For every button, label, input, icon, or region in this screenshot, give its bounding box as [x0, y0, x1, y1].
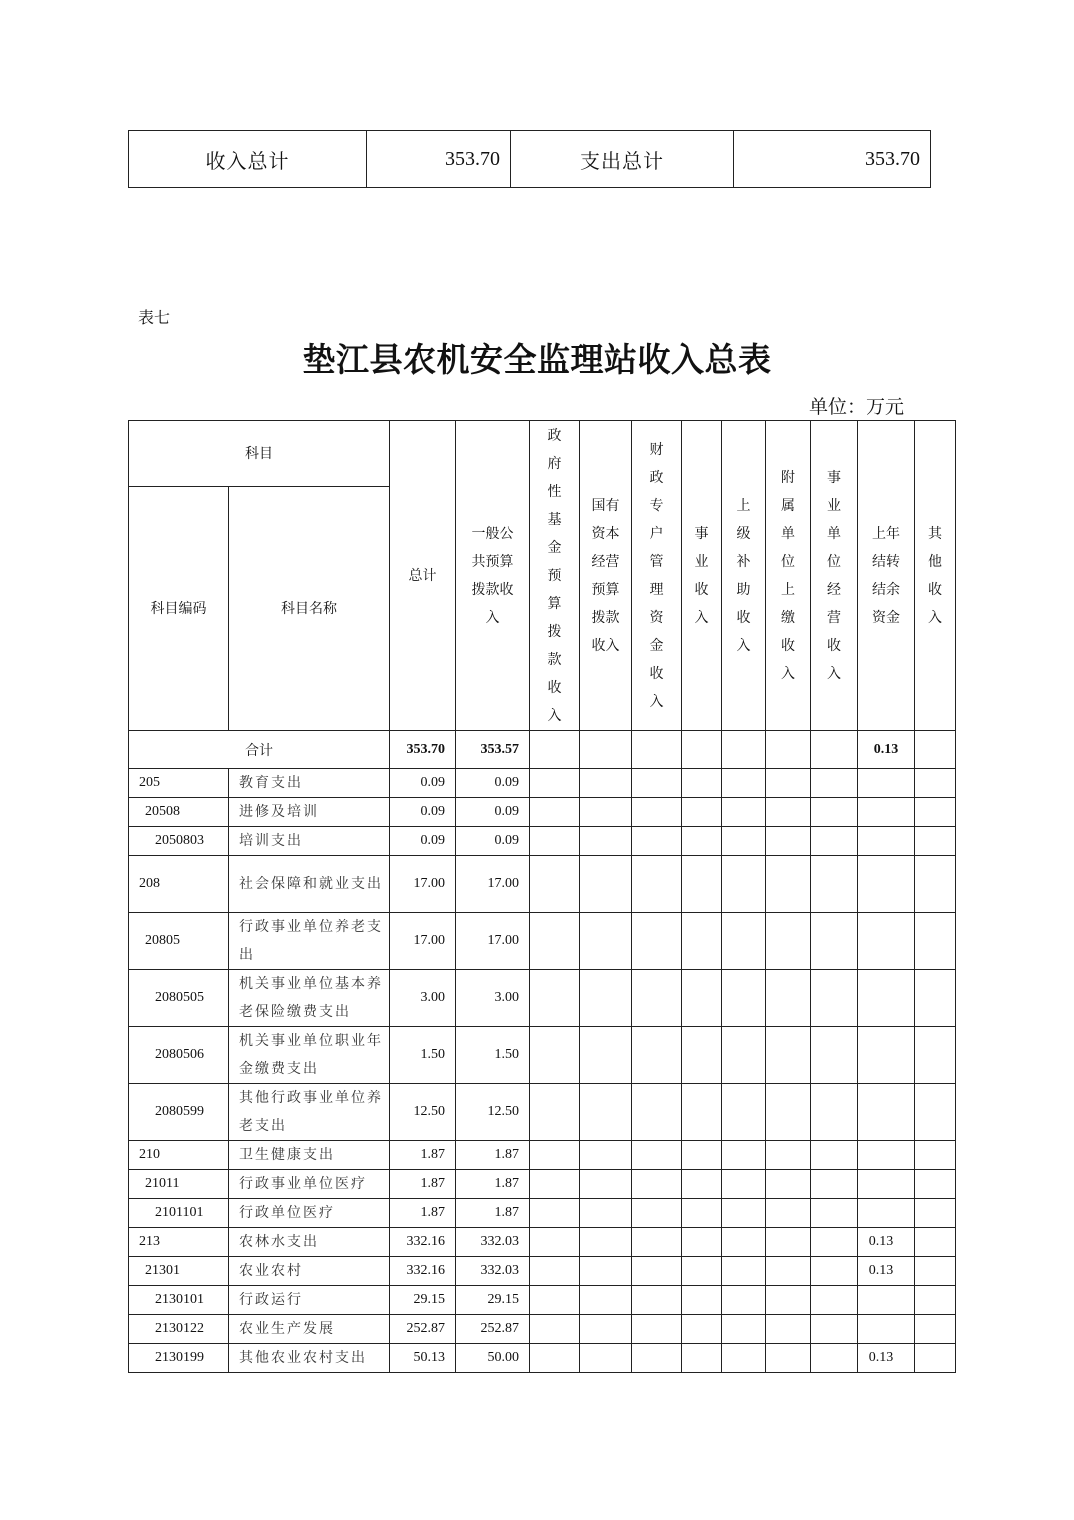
row-name: 行政运行: [229, 1286, 390, 1315]
empty-cell: [632, 1170, 682, 1199]
empty-cell: [682, 1084, 722, 1141]
header-business-text: 事业收入: [694, 525, 709, 626]
empty-cell: [682, 856, 722, 913]
empty-cell: [722, 827, 766, 856]
empty-cell: [682, 1141, 722, 1170]
table-row: [129, 1170, 956, 1199]
header-state-capital-text: 国有资本经营预算拨款收入: [591, 497, 620, 654]
row-general-budget: 1.87: [456, 1199, 530, 1228]
empty-cell: [722, 1286, 766, 1315]
empty-cell: [632, 1141, 682, 1170]
row-general-budget: 17.00: [456, 856, 530, 913]
row-general-budget: 12.50: [456, 1084, 530, 1141]
empty-cell: [632, 731, 682, 769]
empty-cell: [682, 1257, 722, 1286]
row-general-budget: 17.00: [456, 913, 530, 970]
table-row: [129, 856, 956, 913]
row-code: 205: [129, 769, 229, 798]
empty-cell: [682, 798, 722, 827]
row-name: 卫生健康支出: [229, 1141, 390, 1170]
empty-cell: [722, 970, 766, 1027]
empty-cell: [530, 1286, 580, 1315]
header-superior-subsidy: [722, 421, 766, 731]
row-name: 进修及培训: [229, 798, 390, 827]
empty-cell: [766, 970, 811, 1027]
empty-cell: [580, 1084, 632, 1141]
empty-cell: [580, 1170, 632, 1199]
empty-cell: [580, 913, 632, 970]
row-general-budget: 1.50: [456, 1027, 530, 1084]
header-general-budget-text: 一般公共预算拨款收入: [471, 525, 514, 626]
table-row: [129, 1084, 956, 1141]
header-carryover-text: 上年结转结余资金: [872, 525, 900, 626]
empty-cell: [722, 1084, 766, 1141]
empty-cell: [682, 827, 722, 856]
table-number: 表七: [138, 308, 171, 327]
empty-cell: [811, 769, 858, 798]
empty-cell: [530, 1257, 580, 1286]
empty-cell: [722, 731, 766, 769]
row-code: 213: [129, 1228, 229, 1257]
row-carryover: [858, 1141, 915, 1170]
row-general-budget: 3.00: [456, 970, 530, 1027]
empty-cell: [915, 1084, 956, 1141]
empty-cell: [632, 1084, 682, 1141]
row-carryover: 0.13: [858, 1344, 915, 1373]
row-general-budget: 1.87: [456, 1170, 530, 1199]
empty-cell: [530, 827, 580, 856]
row-carryover: [858, 970, 915, 1027]
table-row: [129, 1286, 956, 1315]
header-row-1: [129, 421, 956, 487]
row-general-budget: 0.09: [456, 827, 530, 856]
total-label: 合计: [129, 731, 390, 769]
empty-cell: [915, 1286, 956, 1315]
empty-cell: [632, 769, 682, 798]
page-title: 垫江县农机安全监理站收入总表: [302, 340, 772, 379]
row-general-budget: 50.00: [456, 1344, 530, 1373]
row-general-budget: 0.09: [456, 769, 530, 798]
row-general-budget: 332.03: [456, 1228, 530, 1257]
empty-cell: [811, 1257, 858, 1286]
empty-cell: [530, 913, 580, 970]
empty-cell: [722, 1199, 766, 1228]
empty-cell: [811, 1315, 858, 1344]
empty-cell: [580, 769, 632, 798]
row-carryover: [858, 1315, 915, 1344]
empty-cell: [530, 1141, 580, 1170]
row-name: 行政事业单位医疗: [229, 1170, 390, 1199]
empty-cell: [632, 798, 682, 827]
empty-cell: [766, 1257, 811, 1286]
header-business: [682, 421, 722, 731]
table-row: [129, 827, 956, 856]
empty-cell: [915, 1027, 956, 1084]
empty-cell: [632, 970, 682, 1027]
empty-cell: [580, 970, 632, 1027]
header-fiscal-special-text: 财政专户管理资金收入: [649, 441, 664, 710]
row-code: 2080599: [129, 1084, 229, 1141]
income-total-label: 收入总计: [129, 131, 367, 188]
empty-cell: [766, 827, 811, 856]
row-carryover: [858, 1286, 915, 1315]
empty-cell: [722, 1315, 766, 1344]
empty-cell: [530, 970, 580, 1027]
empty-cell: [915, 769, 956, 798]
empty-cell: [766, 856, 811, 913]
row-code: 210: [129, 1141, 229, 1170]
row-carryover: [858, 1199, 915, 1228]
empty-cell: [580, 1199, 632, 1228]
row-code: 2130199: [129, 1344, 229, 1373]
empty-cell: [766, 1199, 811, 1228]
row-total: 332.16: [390, 1257, 456, 1286]
empty-cell: [580, 1257, 632, 1286]
empty-cell: [722, 913, 766, 970]
row-code: 21301: [129, 1257, 229, 1286]
row-carryover: [858, 769, 915, 798]
row-code: 208: [129, 856, 229, 913]
header-state-capital: [580, 421, 632, 731]
empty-cell: [580, 1141, 632, 1170]
row-total: 3.00: [390, 970, 456, 1027]
empty-cell: [766, 1027, 811, 1084]
row-name: 农业生产发展: [229, 1315, 390, 1344]
row-carryover: [858, 856, 915, 913]
empty-cell: [530, 1344, 580, 1373]
empty-cell: [682, 1315, 722, 1344]
header-total: 总计: [390, 421, 456, 731]
empty-cell: [580, 1228, 632, 1257]
empty-cell: [766, 1228, 811, 1257]
empty-cell: [722, 1257, 766, 1286]
header-gov-fund: [530, 421, 580, 731]
empty-cell: [580, 856, 632, 913]
empty-cell: [722, 769, 766, 798]
empty-cell: [811, 1228, 858, 1257]
row-carryover: [858, 798, 915, 827]
row-carryover: [858, 1084, 915, 1141]
empty-cell: [632, 827, 682, 856]
row-total: 332.16: [390, 1228, 456, 1257]
total-carryover: 0.13: [858, 731, 915, 769]
row-general-budget: 332.03: [456, 1257, 530, 1286]
empty-cell: [632, 1228, 682, 1257]
summary-row: [129, 131, 931, 188]
empty-cell: [530, 1228, 580, 1257]
empty-cell: [766, 769, 811, 798]
empty-cell: [530, 731, 580, 769]
header-subject: 科目: [129, 421, 390, 487]
empty-cell: [811, 1027, 858, 1084]
empty-cell: [811, 1084, 858, 1141]
row-name: 机关事业单位职业年金缴费支出: [229, 1027, 390, 1084]
row-code: 2080505: [129, 970, 229, 1027]
empty-cell: [766, 798, 811, 827]
empty-cell: [682, 970, 722, 1027]
row-name: 教育支出: [229, 769, 390, 798]
empty-cell: [722, 1228, 766, 1257]
header-operating-text: 事业单位经营收入: [827, 469, 841, 682]
header-general-budget: [456, 421, 530, 731]
empty-cell: [632, 856, 682, 913]
empty-cell: [811, 970, 858, 1027]
empty-cell: [632, 1199, 682, 1228]
table-row: [129, 769, 956, 798]
empty-cell: [530, 1199, 580, 1228]
empty-cell: [682, 769, 722, 798]
empty-cell: [682, 1228, 722, 1257]
empty-cell: [915, 1199, 956, 1228]
table-row: [129, 913, 956, 970]
row-code: 2101101: [129, 1199, 229, 1228]
total-general-budget: 353.57: [456, 731, 530, 769]
header-affiliated-text: 附属单位上缴收入: [781, 469, 795, 682]
expense-total-label: 支出总计: [511, 131, 734, 188]
row-carryover: 0.13: [858, 1228, 915, 1257]
row-code: 21011: [129, 1170, 229, 1199]
empty-cell: [811, 913, 858, 970]
header-operating: [811, 421, 858, 731]
header-other-text: 其他收入: [928, 525, 942, 626]
empty-cell: [811, 731, 858, 769]
row-name: 农业农村: [229, 1257, 390, 1286]
empty-cell: [915, 1344, 956, 1373]
empty-cell: [811, 1344, 858, 1373]
empty-cell: [811, 1170, 858, 1199]
header-name: 科目名称: [229, 487, 390, 731]
header-carryover: [858, 421, 915, 731]
empty-cell: [530, 1315, 580, 1344]
row-total: 12.50: [390, 1084, 456, 1141]
empty-cell: [766, 1315, 811, 1344]
row-carryover: [858, 827, 915, 856]
row-carryover: [858, 913, 915, 970]
row-name: 其他行政事业单位养老支出: [229, 1084, 390, 1141]
row-code: 2130101: [129, 1286, 229, 1315]
empty-cell: [915, 827, 956, 856]
income-table: [128, 420, 956, 1373]
row-general-budget: 1.87: [456, 1141, 530, 1170]
empty-cell: [682, 1027, 722, 1084]
row-carryover: [858, 1170, 915, 1199]
row-name: 农林水支出: [229, 1228, 390, 1257]
empty-cell: [632, 1257, 682, 1286]
row-total: 29.15: [390, 1286, 456, 1315]
empty-cell: [915, 1170, 956, 1199]
empty-cell: [915, 798, 956, 827]
empty-cell: [530, 1170, 580, 1199]
row-name: 行政单位医疗: [229, 1199, 390, 1228]
empty-cell: [811, 1286, 858, 1315]
empty-cell: [682, 1170, 722, 1199]
empty-cell: [632, 1344, 682, 1373]
row-general-budget: 29.15: [456, 1286, 530, 1315]
empty-cell: [632, 1286, 682, 1315]
row-name: 培训支出: [229, 827, 390, 856]
empty-cell: [811, 1199, 858, 1228]
row-name: 其他农业农村支出: [229, 1344, 390, 1373]
empty-cell: [766, 1286, 811, 1315]
empty-cell: [580, 798, 632, 827]
row-total: 0.09: [390, 798, 456, 827]
empty-cell: [530, 798, 580, 827]
empty-cell: [915, 1228, 956, 1257]
empty-cell: [811, 798, 858, 827]
empty-cell: [722, 1170, 766, 1199]
row-carryover: [858, 1027, 915, 1084]
table-row: [129, 970, 956, 1027]
table-row: [129, 1228, 956, 1257]
row-code: 20508: [129, 798, 229, 827]
empty-cell: [722, 1344, 766, 1373]
empty-cell: [632, 1027, 682, 1084]
empty-cell: [682, 913, 722, 970]
row-code: 2130122: [129, 1315, 229, 1344]
row-total: 1.50: [390, 1027, 456, 1084]
row-code: 20805: [129, 913, 229, 970]
empty-cell: [811, 1141, 858, 1170]
row-total: 17.00: [390, 856, 456, 913]
empty-cell: [530, 1084, 580, 1141]
empty-cell: [632, 1315, 682, 1344]
table-row: [129, 1027, 956, 1084]
empty-cell: [530, 1027, 580, 1084]
empty-cell: [766, 1141, 811, 1170]
unit-label: 单位：万元: [809, 397, 905, 418]
empty-cell: [766, 1344, 811, 1373]
header-gov-fund-text: 政府性基金预算拨款收入: [547, 427, 562, 724]
income-total-value: 353.70: [367, 131, 511, 188]
row-total: 0.09: [390, 769, 456, 798]
row-carryover: 0.13: [858, 1257, 915, 1286]
empty-cell: [722, 798, 766, 827]
empty-cell: [915, 856, 956, 913]
empty-cell: [811, 856, 858, 913]
row-total: 50.13: [390, 1344, 456, 1373]
row-total: 0.09: [390, 827, 456, 856]
empty-cell: [915, 731, 956, 769]
row-total: 252.87: [390, 1315, 456, 1344]
total-row: [129, 731, 956, 769]
header-fiscal-special: [632, 421, 682, 731]
table-row: [129, 1257, 956, 1286]
empty-cell: [580, 1286, 632, 1315]
row-name: 行政事业单位养老支出: [229, 913, 390, 970]
empty-cell: [682, 1286, 722, 1315]
empty-cell: [811, 827, 858, 856]
empty-cell: [915, 913, 956, 970]
empty-cell: [580, 1315, 632, 1344]
empty-cell: [915, 970, 956, 1027]
header-affiliated: [766, 421, 811, 731]
row-name: 社会保障和就业支出: [229, 856, 390, 913]
empty-cell: [682, 731, 722, 769]
summary-table: [128, 130, 931, 188]
empty-cell: [530, 769, 580, 798]
empty-cell: [722, 1027, 766, 1084]
row-total: 17.00: [390, 913, 456, 970]
empty-cell: [682, 1199, 722, 1228]
row-total: 1.87: [390, 1141, 456, 1170]
row-total: 1.87: [390, 1170, 456, 1199]
empty-cell: [580, 827, 632, 856]
empty-cell: [682, 1344, 722, 1373]
empty-cell: [722, 1141, 766, 1170]
row-general-budget: 0.09: [456, 798, 530, 827]
table-row: [129, 798, 956, 827]
empty-cell: [766, 1170, 811, 1199]
empty-cell: [766, 1084, 811, 1141]
header-other: [915, 421, 956, 731]
header-superior-subsidy-text: 上级补助收入: [736, 497, 751, 654]
total-sum: 353.70: [390, 731, 456, 769]
empty-cell: [580, 1027, 632, 1084]
empty-cell: [915, 1141, 956, 1170]
empty-cell: [632, 913, 682, 970]
row-general-budget: 252.87: [456, 1315, 530, 1344]
table-row: [129, 1199, 956, 1228]
empty-cell: [915, 1315, 956, 1344]
table-row: [129, 1344, 956, 1373]
row-code: 2050803: [129, 827, 229, 856]
expense-total-value: 353.70: [734, 131, 931, 188]
row-total: 1.87: [390, 1199, 456, 1228]
empty-cell: [580, 1344, 632, 1373]
row-name: 机关事业单位基本养老保险缴费支出: [229, 970, 390, 1027]
empty-cell: [766, 913, 811, 970]
empty-cell: [530, 856, 580, 913]
empty-cell: [580, 731, 632, 769]
table-row: [129, 1141, 956, 1170]
row-code: 2080506: [129, 1027, 229, 1084]
table-body: [129, 769, 956, 1373]
empty-cell: [722, 856, 766, 913]
empty-cell: [766, 731, 811, 769]
table-row: [129, 1315, 956, 1344]
empty-cell: [915, 1257, 956, 1286]
header-code: 科目编码: [129, 487, 229, 731]
